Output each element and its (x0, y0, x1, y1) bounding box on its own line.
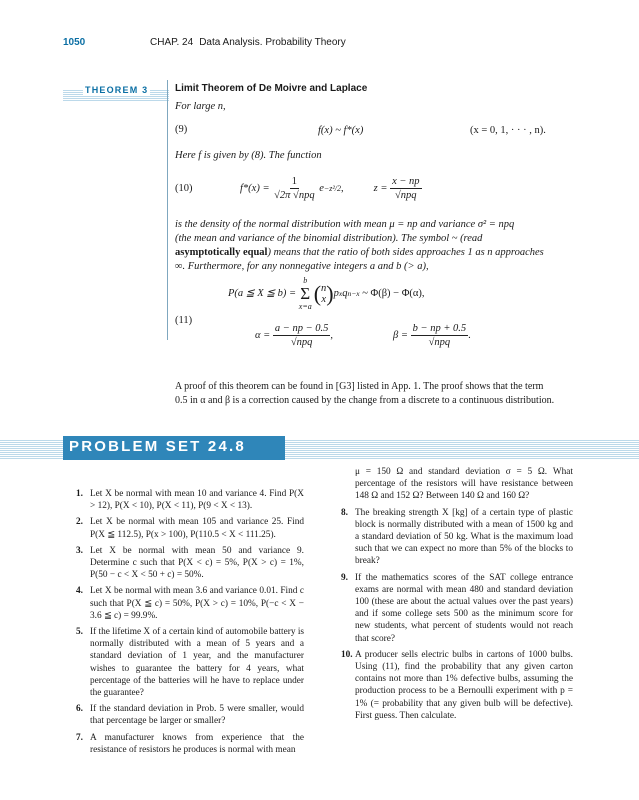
problem-item (341, 466, 573, 503)
term-exp-nx: n−x (347, 289, 360, 298)
proof-line-1: A proof of this theorem can be found in [G3] listed in App. 1. The proof shows that the term (175, 381, 544, 392)
theorem-rule (167, 80, 168, 340)
alpha-den: √npq (290, 337, 313, 348)
theorem-paragraph (175, 218, 570, 274)
eq9-number: (9) (175, 124, 188, 135)
eq10-z-fraction (390, 176, 422, 202)
sum-lower: x=a (298, 302, 312, 311)
problem-item (76, 626, 304, 699)
eq11-lhs: P(a ≦ X ≦ b) = (228, 288, 297, 299)
problem-number: 10. (341, 649, 353, 660)
para-bold-term: asymptotically equal (175, 247, 268, 258)
term-q: q (342, 288, 348, 299)
eq11-probability-line (228, 276, 425, 312)
problem-text: If the standard deviation in Prob. 5 were smaller, would that percentage be larger or smaller? (90, 704, 304, 727)
proof-text (175, 380, 570, 408)
problem-text: The breaking strength X [kg] of a certain type of plastic block is normally distributed with a mean of 1500 kg and a standard deviation of 50 kg. What is the maximum load such that we can expect no more than 5% of the blocks to break? (355, 507, 573, 567)
alpha-num: a − np − 0.5 (274, 323, 329, 334)
term-p: p (333, 288, 339, 299)
eq11-sum (299, 276, 312, 312)
eq10-formula: f*(x) = $\frac{1}{\text{√2π √npq}}$ e −z²/2 , z = $\frac{x - np}{\text{√npq}}$ (240, 176, 420, 201)
problem-number: 2. (76, 517, 83, 528)
eq10-number: (10) (175, 183, 193, 194)
problem-item (341, 649, 573, 722)
beta-fraction (411, 323, 469, 349)
eq11-alpha-beta: α = $\frac{a - np - 0.5}{\text{√npq}}$ , β = $\frac{b - np + 0.5}{\text{√npq}}$ . (255, 323, 471, 348)
eq10-coefficient (272, 176, 316, 202)
problem-number: 4. (76, 586, 83, 597)
theorem-label: THEOREM 3 (85, 85, 149, 95)
chapter-number: CHAP. 24 (150, 37, 194, 48)
problem-item (76, 545, 304, 582)
eq9-formula: f(x) ~ f*(x) (318, 125, 364, 136)
problem-number: 6. (76, 704, 83, 715)
problem-number: 8. (341, 507, 348, 518)
eq10-coef-den: √2π √npq (274, 190, 315, 201)
eq11-approx: ~ Φ(β) − Φ(α), (362, 288, 425, 299)
problem-text: A producer sells electric bulbs in cartons of 1000 bulbs. Using (11), find the probability that any given carton contains not more than 1% defective bulbs, assuming the production process to be a Bernoulli experiment with p = 1% (= probability that any given bulb will be defective). First guess. Then calculate. (355, 649, 573, 721)
problem-item (76, 703, 304, 727)
para-line-3-text: asymptotically equal) means that the ratio of both sides approaches 1 as n approaches (175, 247, 544, 258)
para-line-4: ∞. Furthermore, for any nonnegative integers a and b (> a), (175, 261, 429, 272)
problem-text: μ = 150 Ω and standard deviation σ = 5 Ω. What percentage of the resistors will have resistance between 148 Ω and 152 Ω? Between 140 Ω and 160 Ω? (355, 467, 573, 502)
beta-lhs: β = (393, 330, 408, 341)
problem-text: Let X be normal with mean 10 and variance 4. Find P(X > 12), P(X < 10), P(X < 11), P(9 < X < 13). (90, 489, 304, 512)
problem-number: 3. (76, 545, 83, 556)
alpha-fraction (273, 323, 331, 349)
eq10-z-lhs: z = (373, 183, 388, 194)
eq11-number: (11) (175, 315, 193, 326)
problems-left-column (76, 488, 304, 760)
problem-item (76, 585, 304, 622)
problem-item (76, 516, 304, 540)
problem-number: 1. (76, 489, 83, 499)
problem-item (341, 507, 573, 568)
problem-text: If the mathematics scores of the SAT college entrance exams are normal with mean 480 and standard deviation 100 (these are about the actual values over the past years) and if some college sets 500 as the minimum score for new students, what percent of students would not reach that score? (355, 572, 573, 644)
problem-text: Let X be normal with mean 50 and variance 9. Determine c such that P(X < c) = 5%, P(X > c) = 1%, P(50 − c < X < 50 + c) = 50%. (90, 545, 304, 581)
binom-bottom: x (321, 294, 326, 305)
theorem-here-text: Here f is given by (8). The function (175, 150, 322, 161)
running-header (150, 37, 346, 48)
binom-top: n (321, 283, 327, 294)
para-line-1: is the density of the normal distribution with mean μ = np and variance σ² = npq (175, 219, 515, 230)
theorem-intro: For large n, (175, 101, 226, 112)
problem-item (341, 572, 573, 645)
problem-number: 7. (76, 732, 83, 743)
term-exp-x: x (338, 289, 343, 298)
proof-line-2: 0.5 in α and β is a correction caused by the change from a discrete to a continuous distribution. (175, 395, 555, 406)
beta-den: √npq (428, 337, 451, 348)
para-line-3 (175, 246, 570, 260)
page-number: 1050 (63, 37, 86, 48)
eq10-lhs: f*(x) = (240, 183, 270, 194)
sum-upper: b (303, 276, 308, 285)
beta-num: b − np + 0.5 (412, 323, 467, 334)
problem-set-title: PROBLEM SET 24.8 (69, 438, 246, 455)
problem-text: A manufacturer knows from experience that the resistance of resistors he produces is normal with mean (90, 732, 304, 755)
problem-number: 5. (76, 627, 83, 638)
problems-right-column (341, 466, 573, 726)
problem-text: If the lifetime X of a certain kind of automobile battery is normally distributed with a mean of 5 years and a standard deviation of 1 year, and the manufacturer wishes to guarantee the battery for 4 years, what percentage of the batteries will he have to replace under the guarantee? (90, 627, 305, 699)
eq10-exp-base: e (319, 183, 324, 194)
problem-text: Let X be normal with mean 3.6 and variance 0.01. Find c such that P(X ≦ c) = 50%, P(X > c) = 10%, P(−c < X − 3.6 ≦ c) = 99.9%. (90, 586, 304, 621)
chapter-title: Data Analysis. Probability Theory (199, 37, 346, 48)
sum-sigma-icon: Σ (300, 284, 311, 303)
eq10-coef-num: 1 (291, 176, 297, 187)
problem-item (76, 488, 304, 512)
alpha-lhs: α = (255, 330, 271, 341)
problem-item (76, 732, 304, 756)
binom-left-paren: ( (313, 281, 322, 306)
problem-set-stripes-left (0, 440, 63, 459)
eq10-z-den: √npq (395, 190, 417, 201)
para-line-2: (the mean and variance of the binomial distribution). The symbol ~ (read (175, 233, 483, 244)
problem-text: Let X be normal with mean 105 and variance 25. Find P(X ≦ 112.5), P(x > 100), P(110.5 < X < 111.25). (90, 517, 304, 540)
theorem-title: Limit Theorem of De Moivre and Laplace (175, 83, 368, 94)
problem-number: 9. (341, 572, 348, 583)
eq10-z-num: x − np (392, 176, 420, 187)
eq10-exp-power: −z²/2 (323, 184, 342, 193)
eq9-range: (x = 0, 1, · · · , n). (470, 125, 546, 136)
binom-right-paren: ) (326, 281, 334, 306)
